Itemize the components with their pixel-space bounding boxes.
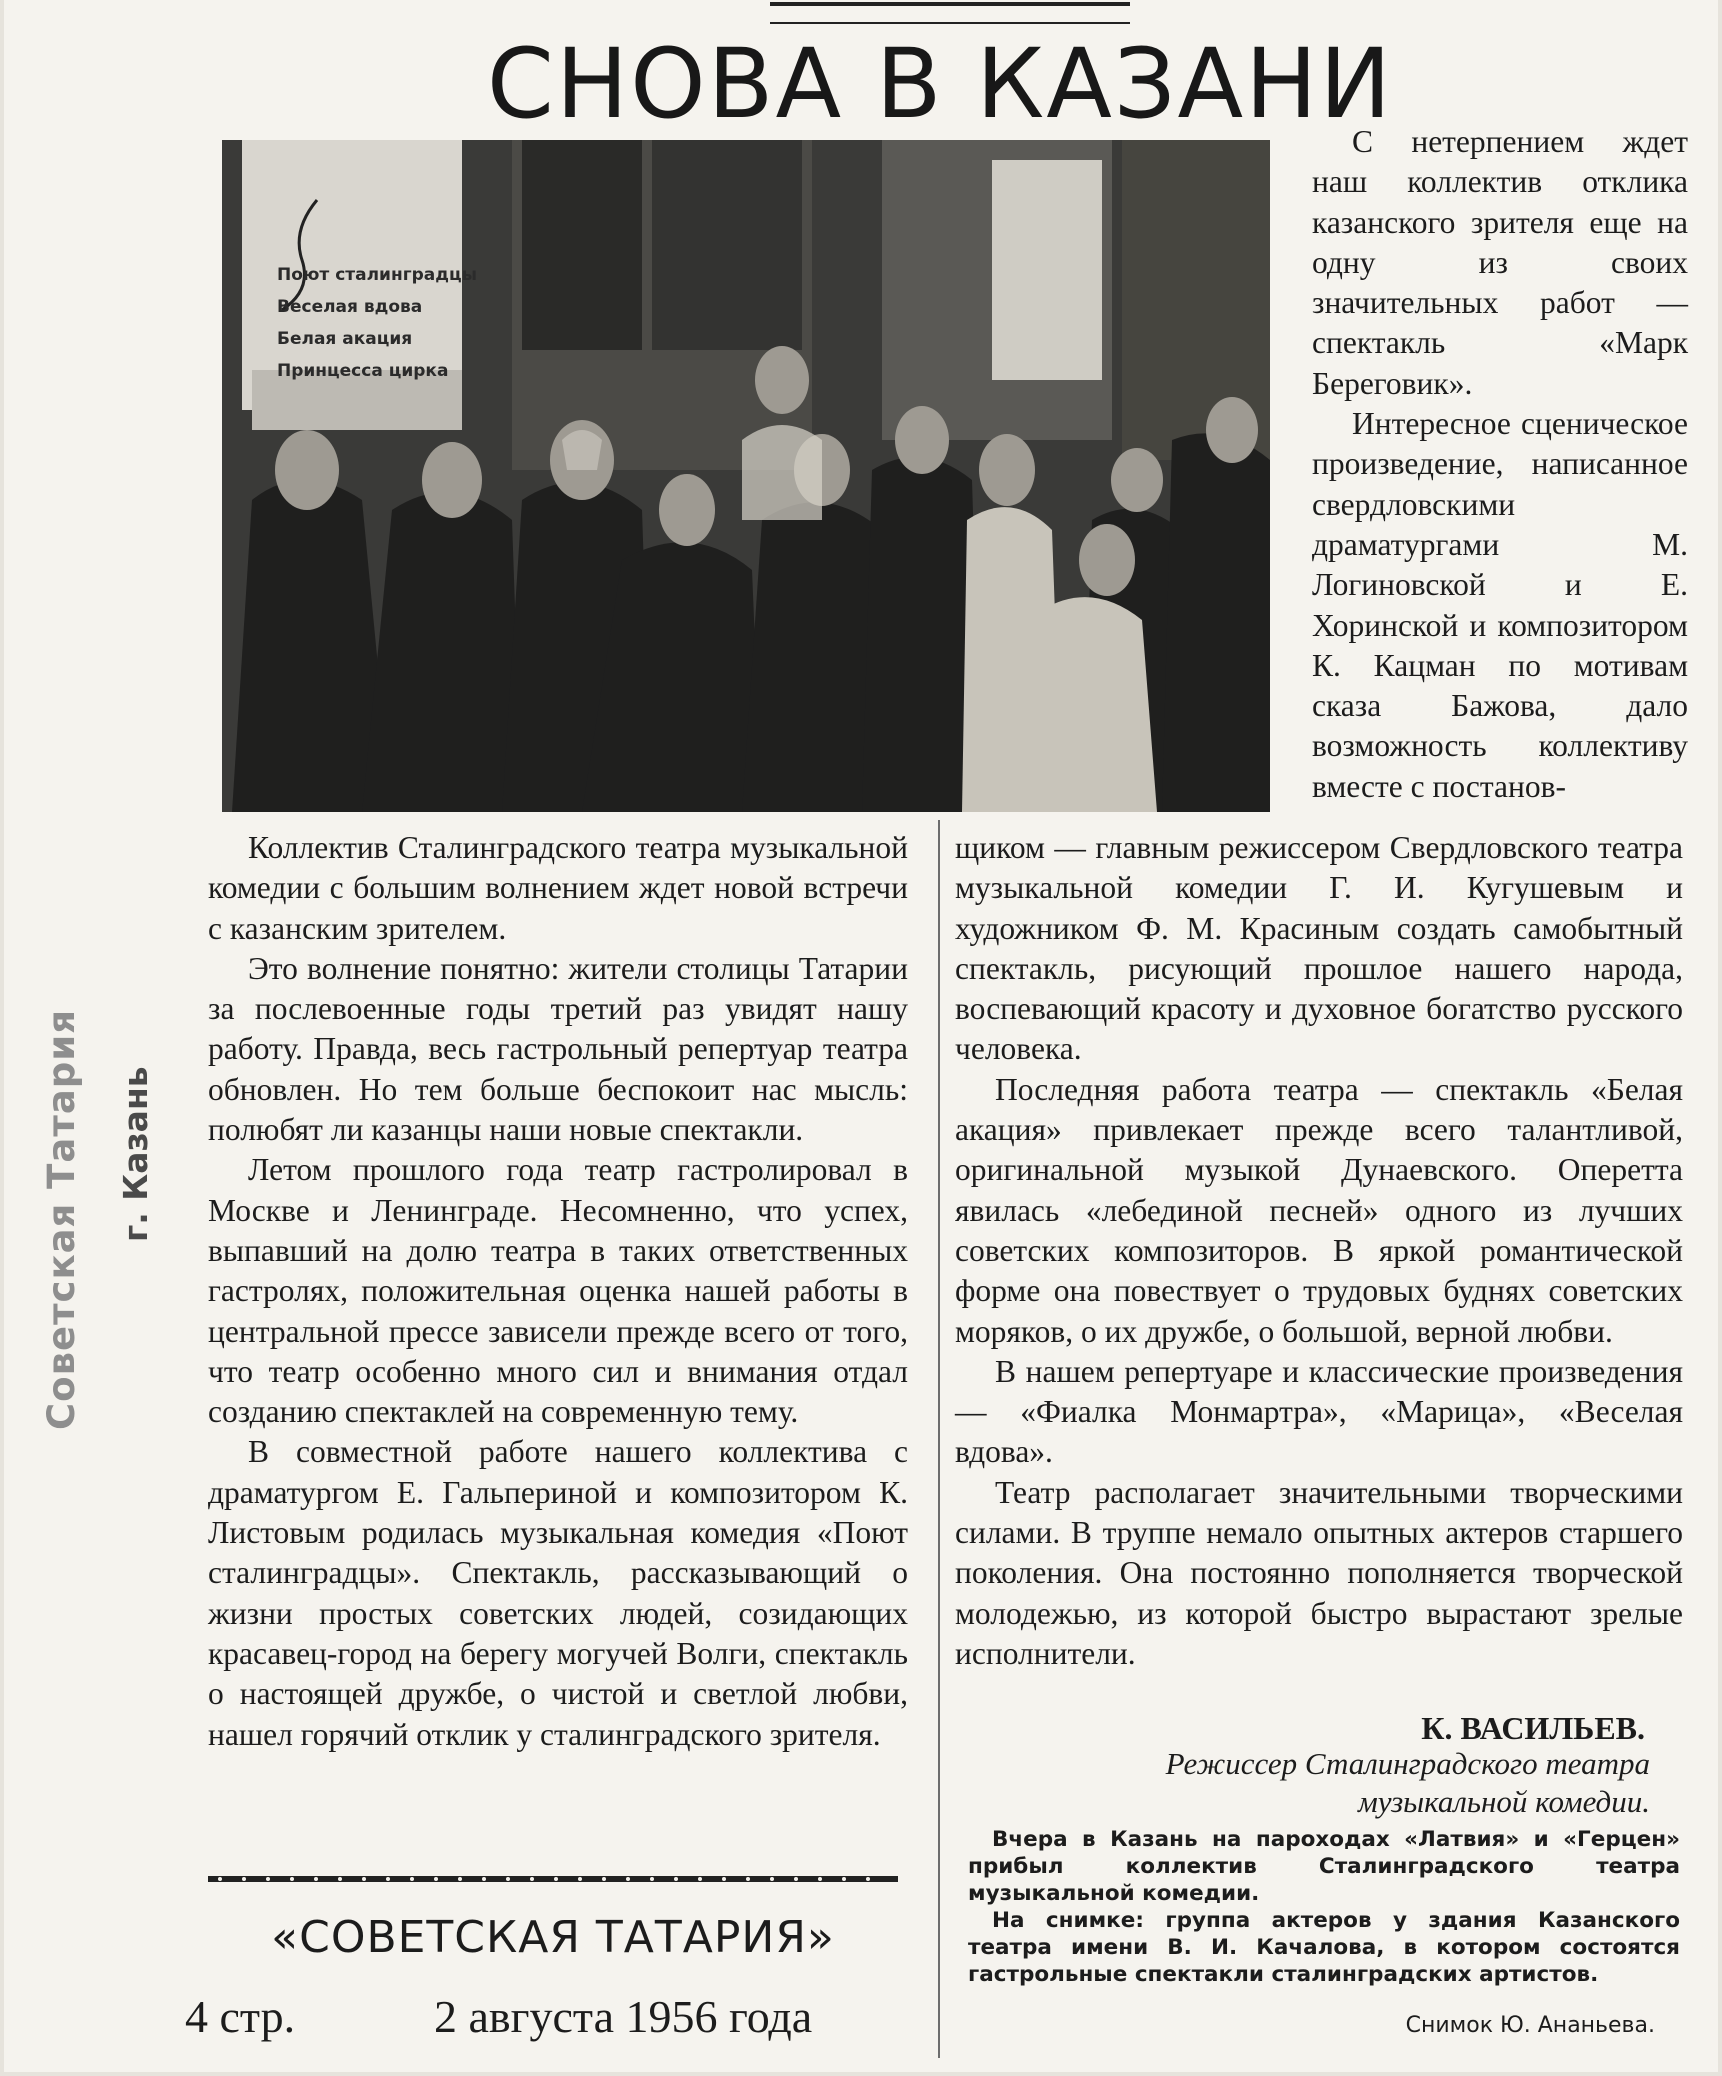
article-paragraph: Интересное сценическое произведение, написанное свердловскими драматургами М. Логиновской и Е. Хоринской и композитором К. Кацман по мотивам сказа Бажова, дало возможность коллективу вместе с постанов- <box>1312 406 1688 804</box>
author-title: Режиссер Сталинградского театра музыкальной комедии. <box>1165 1746 1650 1819</box>
page-number: 4 стр. <box>185 1991 296 2042</box>
article-paragraph: Это волнение понятно: жители столицы Татарии за послевоенные годы третий раз увидят нашу работу. Правда, весь гастрольный репертуар театра обновлен. Но тем больше беспокоит нас мысль: полюбят ли казанцы наши новые спектакли. <box>208 950 908 1148</box>
issue-date: 2 августа 1956 года <box>434 1991 813 2042</box>
stamp-city: г. Казань <box>116 1066 155 1242</box>
article-paragraph: В совместной работе нашего коллектива с драматургом Е. Гальпериной и композитором К. Листовым родилась музыкальная комедия «Поют сталинградцы». Спектакль, рассказывающий о жизни простых советских людей, созидающих красавец-город на берегу могучей Волги, спектакль о настоящей дружбе, о чистой и светлой любви, нашел горячий отклик у сталинградского зрителя. <box>208 1434 908 1752</box>
article-paragraph: Летом прошлого года театр гастролировал в Москве и Ленинграде. Несомненно, что успех, выпавший на долю театра в таких ответственных гастролях, положительная оценка нашей работы в центральной прессе зависели прежде всего от того, что театр особенно много сил и внимания отдал созданию спектаклей на современную тему. <box>208 1152 908 1430</box>
caption-paragraph: Вчера в Казань на пароходах «Латвия» и «Герцен» прибыл коллектив Сталинградского театра музыкальной комедии. <box>968 1827 1680 1906</box>
group-photo <box>222 140 1270 812</box>
article-paragraph: Последняя работа театра — спектакль «Белая акация» привлекает прежде всего талантливой, оригинальной музыкой Дунаевского. Оперетта явилась «лебединой песней» одного из лучших советских композиторов. В яркой романтической форме она повествует о трудовых буднях советских моряков, о их дружбе, о большой, верной любви. <box>955 1071 1683 1349</box>
photo-credit: Снимок Ю. Ананьева. <box>1405 2013 1655 2038</box>
stamp-newspaper: Советская Татария <box>40 1009 83 1430</box>
article-column-middle <box>955 828 1683 1674</box>
article-paragraph: Театр располагает значительными творческими силами. В труппе немало опытных актеров старшего поколения. Она постоянно пополняется творческой молодежью, из которой быстро вырастают зрелые исполнители. <box>955 1474 1683 1671</box>
poster-text-2: Веселая вдова <box>277 297 423 317</box>
poster-text-4: Принцесса цирка <box>277 361 449 381</box>
poster-text-1: Поют сталинградцы <box>277 265 477 285</box>
article-paragraph: С нетерпением ждет наш коллектив отклика казанского зрителя еще на одну из своих значительных работ — спектакль «Марк Береговик». <box>1312 124 1688 401</box>
newspaper-name: «СОВЕТСКАЯ ТАТАРИЯ» <box>271 1912 835 1963</box>
column-divider <box>938 820 940 2058</box>
article-column-left <box>208 828 908 1755</box>
headline: СНОВА В КАЗАНИ <box>486 28 1394 140</box>
article-column-right-top <box>1312 122 1688 807</box>
article-paragraph: щиком — главным режиссером Свердловского театра музыкальной комедии Г. И. Кугушевым и художником Ф. М. Красиным создать самобытный спектакль, рисующий прошлое нашего народа, воспевающий красоту и духовное богатство русского человека. <box>955 830 1683 1067</box>
header-rule <box>770 2 1130 24</box>
archive-stamp <box>30 990 155 1430</box>
decorative-rule <box>208 1870 898 1888</box>
photo-caption <box>968 1826 1680 1988</box>
author-signature: К. ВАСИЛЬЕВ. <box>1421 1710 1645 1746</box>
poster-text-3: Белая акация <box>277 329 413 349</box>
caption-paragraph: На снимке: группа актеров у здания Казанского театра имени В. И. Качалова, в котором состоятся гастрольные спектакли сталинградских артистов. <box>968 1908 1680 1987</box>
article-paragraph: Коллектив Сталинградского театра музыкальной комедии с большим волнением ждет новой встречи с казанским зрителем. <box>208 830 908 946</box>
article-paragraph: В нашем репертуаре и классические произведения — «Фиалка Монмартра», «Марица», «Веселая вдова». <box>955 1353 1683 1470</box>
